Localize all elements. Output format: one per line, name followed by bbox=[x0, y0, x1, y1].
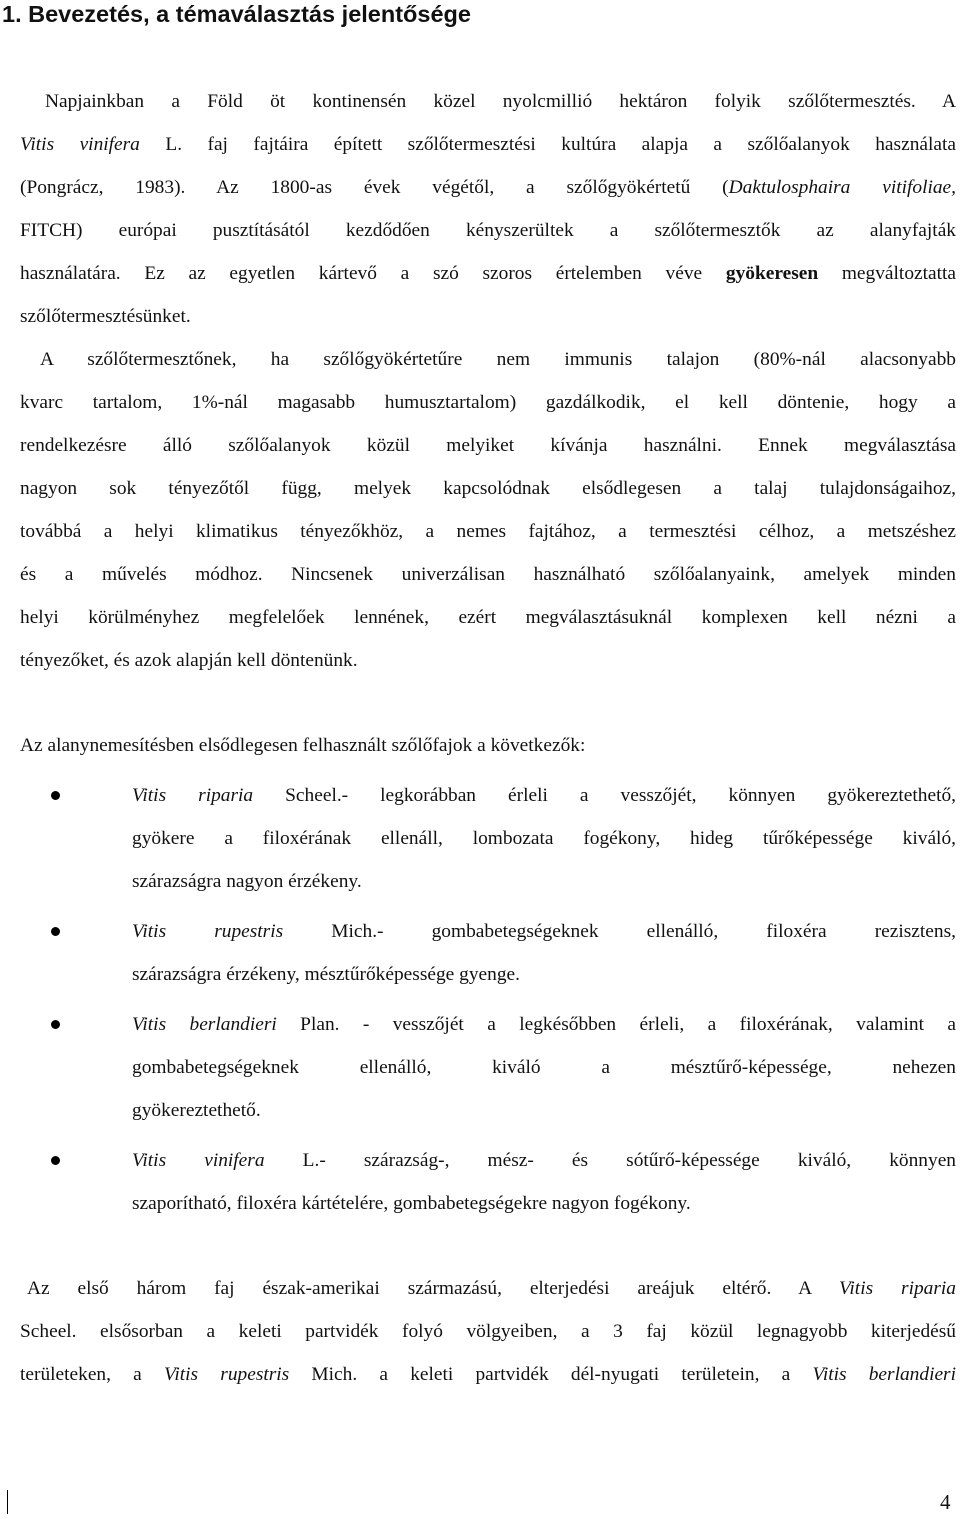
bullet-icon bbox=[51, 927, 60, 936]
bullet-icon bbox=[51, 1156, 60, 1165]
text-line: kvarc tartalom, 1%-nál magasabb humusztartalom) gazdálkodik, el kell döntenie, hogy a bbox=[20, 392, 956, 413]
text-span: Az első három faj észak-amerikai származású, elterjedési areájuk eltérő. A bbox=[27, 1278, 840, 1299]
text-line: és a művelés módhoz. Nincsenek univerzálisan használható szőlőalanyaink, amelyek minden bbox=[20, 564, 956, 585]
text-line bbox=[132, 910, 956, 953]
text-line: továbbá a helyi klimatikus tényezőkhöz, a nemes fajtához, a termesztési célhoz, a metszéshez bbox=[20, 521, 956, 542]
text-line: nagyon sok tényezőtől függ, melyek kapcsolódnak elsődlegesen a talaj tulajdonságaihoz, bbox=[20, 478, 956, 499]
text-line: szőlőtermesztésünket. bbox=[20, 306, 191, 327]
list-item-text bbox=[132, 910, 956, 996]
species-name: Vitis rupestris bbox=[163, 1364, 290, 1385]
text-line: szaporítható, filoxéra kártételére, gombabetegségekre nagyon fogékony. bbox=[132, 1193, 691, 1214]
list-item-text bbox=[132, 1003, 956, 1132]
species-name: Vitis berlandieri bbox=[132, 1014, 277, 1035]
text-line bbox=[20, 166, 956, 209]
list-item-text bbox=[132, 774, 956, 903]
text-line bbox=[132, 1003, 956, 1046]
text-line bbox=[20, 1267, 956, 1310]
text-span: Scheel.- legkorábban érleli a vesszőjét, könnyen gyökereztethető, bbox=[253, 785, 956, 806]
list-item bbox=[0, 910, 960, 996]
bullet-icon bbox=[51, 791, 60, 800]
page-number: 4 bbox=[940, 1490, 951, 1514]
text-line: gyökere a filoxérának ellenáll, lombozata fogékony, hideg tűrőképessége kiváló, bbox=[132, 828, 956, 849]
text-line: A szőlőtermesztőnek, ha szőlőgyökértetűre nem immunis talajon (80%-nál alacsonyabb bbox=[40, 349, 956, 370]
text-span: Mich. a keleti partvidék dél-nyugati területein, a bbox=[289, 1364, 813, 1385]
text-span: L.- szárazság-, mész- és sótűrő-képessége kiváló, könnyen bbox=[264, 1150, 957, 1171]
text-line: tényezőket, és azok alapján kell döntenünk. bbox=[20, 650, 358, 671]
text-span: használatára. Ez az egyetlen kártevő a szó szoros értelemben véve bbox=[20, 263, 726, 284]
list-item-text bbox=[132, 1139, 956, 1225]
text-line bbox=[132, 774, 956, 817]
species-name: Vitis rupestris bbox=[132, 921, 284, 942]
text-span: megváltoztatta bbox=[818, 263, 956, 284]
bold-term: gyökeresen bbox=[725, 263, 819, 284]
text-line: Az alanynemesítésben elsődlegesen felhasznált szőlőfajok a következők: bbox=[20, 735, 586, 756]
text-line: FITCH) európai pusztításától kezdődően kényszerültek a szőlőtermesztők az alanyfajták bbox=[20, 220, 956, 241]
list-item bbox=[0, 774, 960, 903]
text-line: Napjainkban a Föld öt kontinensén közel nyolcmillió hektáron folyik szőlőtermesztés. A bbox=[45, 91, 956, 112]
species-name: Vitis berlandieri bbox=[812, 1364, 956, 1385]
paragraph-intro bbox=[20, 80, 956, 338]
text-line bbox=[20, 252, 956, 295]
text-line: gyökereztethető. bbox=[132, 1100, 261, 1121]
paragraph-rootstock-choice bbox=[20, 338, 956, 682]
text-line: gombabetegségeknek ellenálló, kiváló a mésztűrő-képessége, nehezen bbox=[132, 1057, 956, 1078]
text-line bbox=[20, 1353, 956, 1396]
text-line bbox=[20, 123, 956, 166]
text-line: szárazságra érzékeny, mésztűrőképessége gyenge. bbox=[132, 964, 520, 985]
paragraph-origin bbox=[20, 1267, 956, 1396]
text-line: Scheel. elsősorban a keleti partvidék folyó völgyeiben, a 3 faj közül legnagyobb kiterjedésű bbox=[20, 1321, 956, 1342]
text-span: Plan. - vesszőjét a legkésőbben érleli, a filoxérának, valamint a bbox=[276, 1014, 956, 1035]
species-list bbox=[0, 774, 960, 1225]
text-line: rendelkezésre álló szőlőalanyok közül melyiket kívánja használni. Ennek megválasztása bbox=[20, 435, 956, 456]
text-span: területeken, a bbox=[20, 1364, 164, 1385]
list-item bbox=[0, 1139, 960, 1225]
text-span: (Pongrácz, 1983). Az 1800-as évek végétől, a szőlőgyökértetű ( bbox=[20, 177, 729, 198]
section-heading: 1. Bevezetés, a témaválasztás jelentősége bbox=[2, 1, 471, 27]
margin-line bbox=[7, 1490, 8, 1514]
species-name: Vitis riparia bbox=[132, 785, 254, 806]
list-intro bbox=[20, 724, 956, 767]
text-span: L. faj fajtáira épített szőlőtermesztési kultúra alapja a szőlőalanyok használata bbox=[139, 134, 956, 155]
species-name: Vitis vinifera bbox=[20, 134, 140, 155]
list-item bbox=[0, 1003, 960, 1132]
species-name: Vitis vinifera bbox=[132, 1150, 265, 1171]
species-name: Vitis riparia bbox=[839, 1278, 956, 1299]
text-span: Mich.- gombabetegségeknek ellenálló, filoxéra rezisztens, bbox=[283, 921, 956, 942]
bullet-icon bbox=[51, 1020, 60, 1029]
text-line: szárazságra nagyon érzékeny. bbox=[132, 871, 362, 892]
species-name: Daktulosphaira vitifoliae, bbox=[728, 177, 956, 198]
text-line: helyi körülményhez megfelelőek lennének, ezért megválasztásuknál komplexen kell nézni a bbox=[20, 607, 956, 628]
text-line bbox=[132, 1139, 956, 1182]
